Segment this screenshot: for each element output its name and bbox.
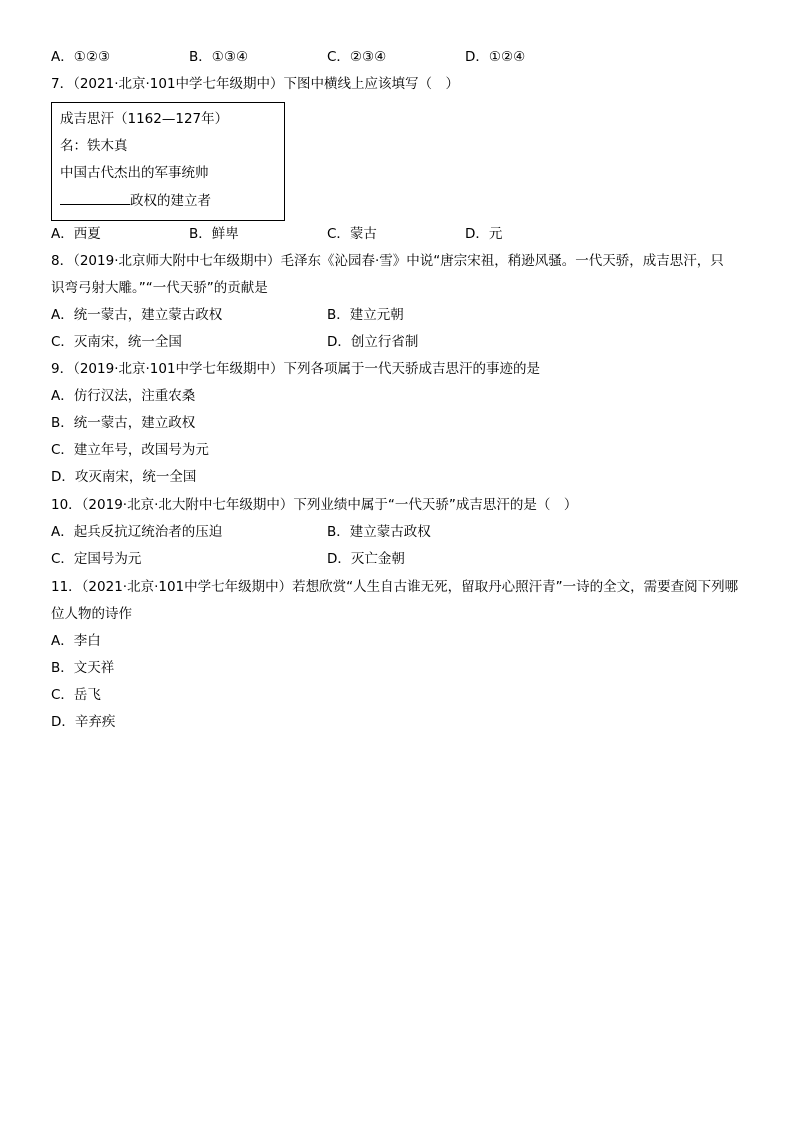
q9-option-b: B．统一蒙古，建立政权 [51, 415, 196, 431]
q11-option-b: B．文天祥 [51, 660, 115, 676]
q10-option-b: B．建立蒙古政权 [327, 524, 431, 540]
q7-option-b: B．鲜卑 [189, 226, 239, 242]
q9-option-c: C．建立年号，改国号为元 [51, 442, 209, 458]
q10-option-a: A．起兵反抗辽统治者的压迫 [51, 524, 223, 540]
q7-box-line1: 成吉思汗（1162—127年） [60, 111, 229, 127]
q7-box-line3: 中国古代杰出的军事统帅 [60, 165, 209, 181]
q7-box-line4 [60, 191, 211, 210]
q10-stem: 10．（2019·北京·北大附中七年级期中）下列业绩中属于“一代天骄”成吉思汗的是（ ） [51, 497, 578, 513]
q11-option-c: C．岳飞 [51, 687, 101, 703]
q8-option-c: C．灭南宋，统一全国 [51, 334, 182, 350]
q7-option-d: D．元 [465, 226, 503, 242]
q10-option-c: C．定国号为元 [51, 551, 142, 567]
q8-option-d: D．创立行省制 [327, 334, 419, 350]
q10-option-d: D．灭亡金朝 [327, 551, 405, 567]
q8-option-a: A．统一蒙古，建立蒙古政权 [51, 307, 223, 323]
q7-stem: 7．（2021·北京·101中学七年级期中）下图中横线上应该填写（ ） [51, 76, 460, 92]
q11-option-a: A．李白 [51, 633, 101, 649]
q7-option-c: C．蒙古 [327, 226, 377, 242]
q9-option-d: D．攻灭南宋，统一全国 [51, 469, 197, 485]
q11-option-d: D．辛弃疾 [51, 714, 116, 730]
q6-option-d: D．①②④ [465, 49, 526, 65]
q8-option-b: B．建立元朝 [327, 307, 404, 323]
q9-stem: 9．（2019·北京·101中学七年级期中）下列各项属于一代天骄成吉思汗的事迹的是 [51, 361, 541, 377]
q7-fill-blank [60, 191, 130, 205]
q7-option-a: A．西夏 [51, 226, 101, 242]
q6-option-a: A．①②③ [51, 49, 111, 65]
q11-stem-line2: 位人物的诗作 [51, 606, 132, 622]
q11-stem-line1: 11．（2021·北京·101中学七年级期中）若想欣赏“人生自古谁无死，留取丹心照汗青”一诗的全文，需要查阅下列哪 [51, 579, 739, 595]
q7-box-line4-suffix: 政权的建立者 [130, 193, 211, 209]
q6-option-c: C．②③④ [327, 49, 387, 65]
q8-stem-line2: 识弯弓射大雕。”“一代天骄”的贡献是 [51, 280, 268, 296]
q9-option-a: A．仿行汉法，注重农桑 [51, 388, 196, 404]
q7-info-box [51, 102, 285, 221]
q7-box-line2: 名：铁木真 [60, 138, 128, 154]
q8-stem-line1: 8．（2019·北京师大附中七年级期中）毛泽东《沁园春·雪》中说“唐宗宋祖，稍逊风骚。一代天骄，成吉思汗，只 [51, 253, 724, 269]
q6-option-b: B．①③④ [189, 49, 249, 65]
